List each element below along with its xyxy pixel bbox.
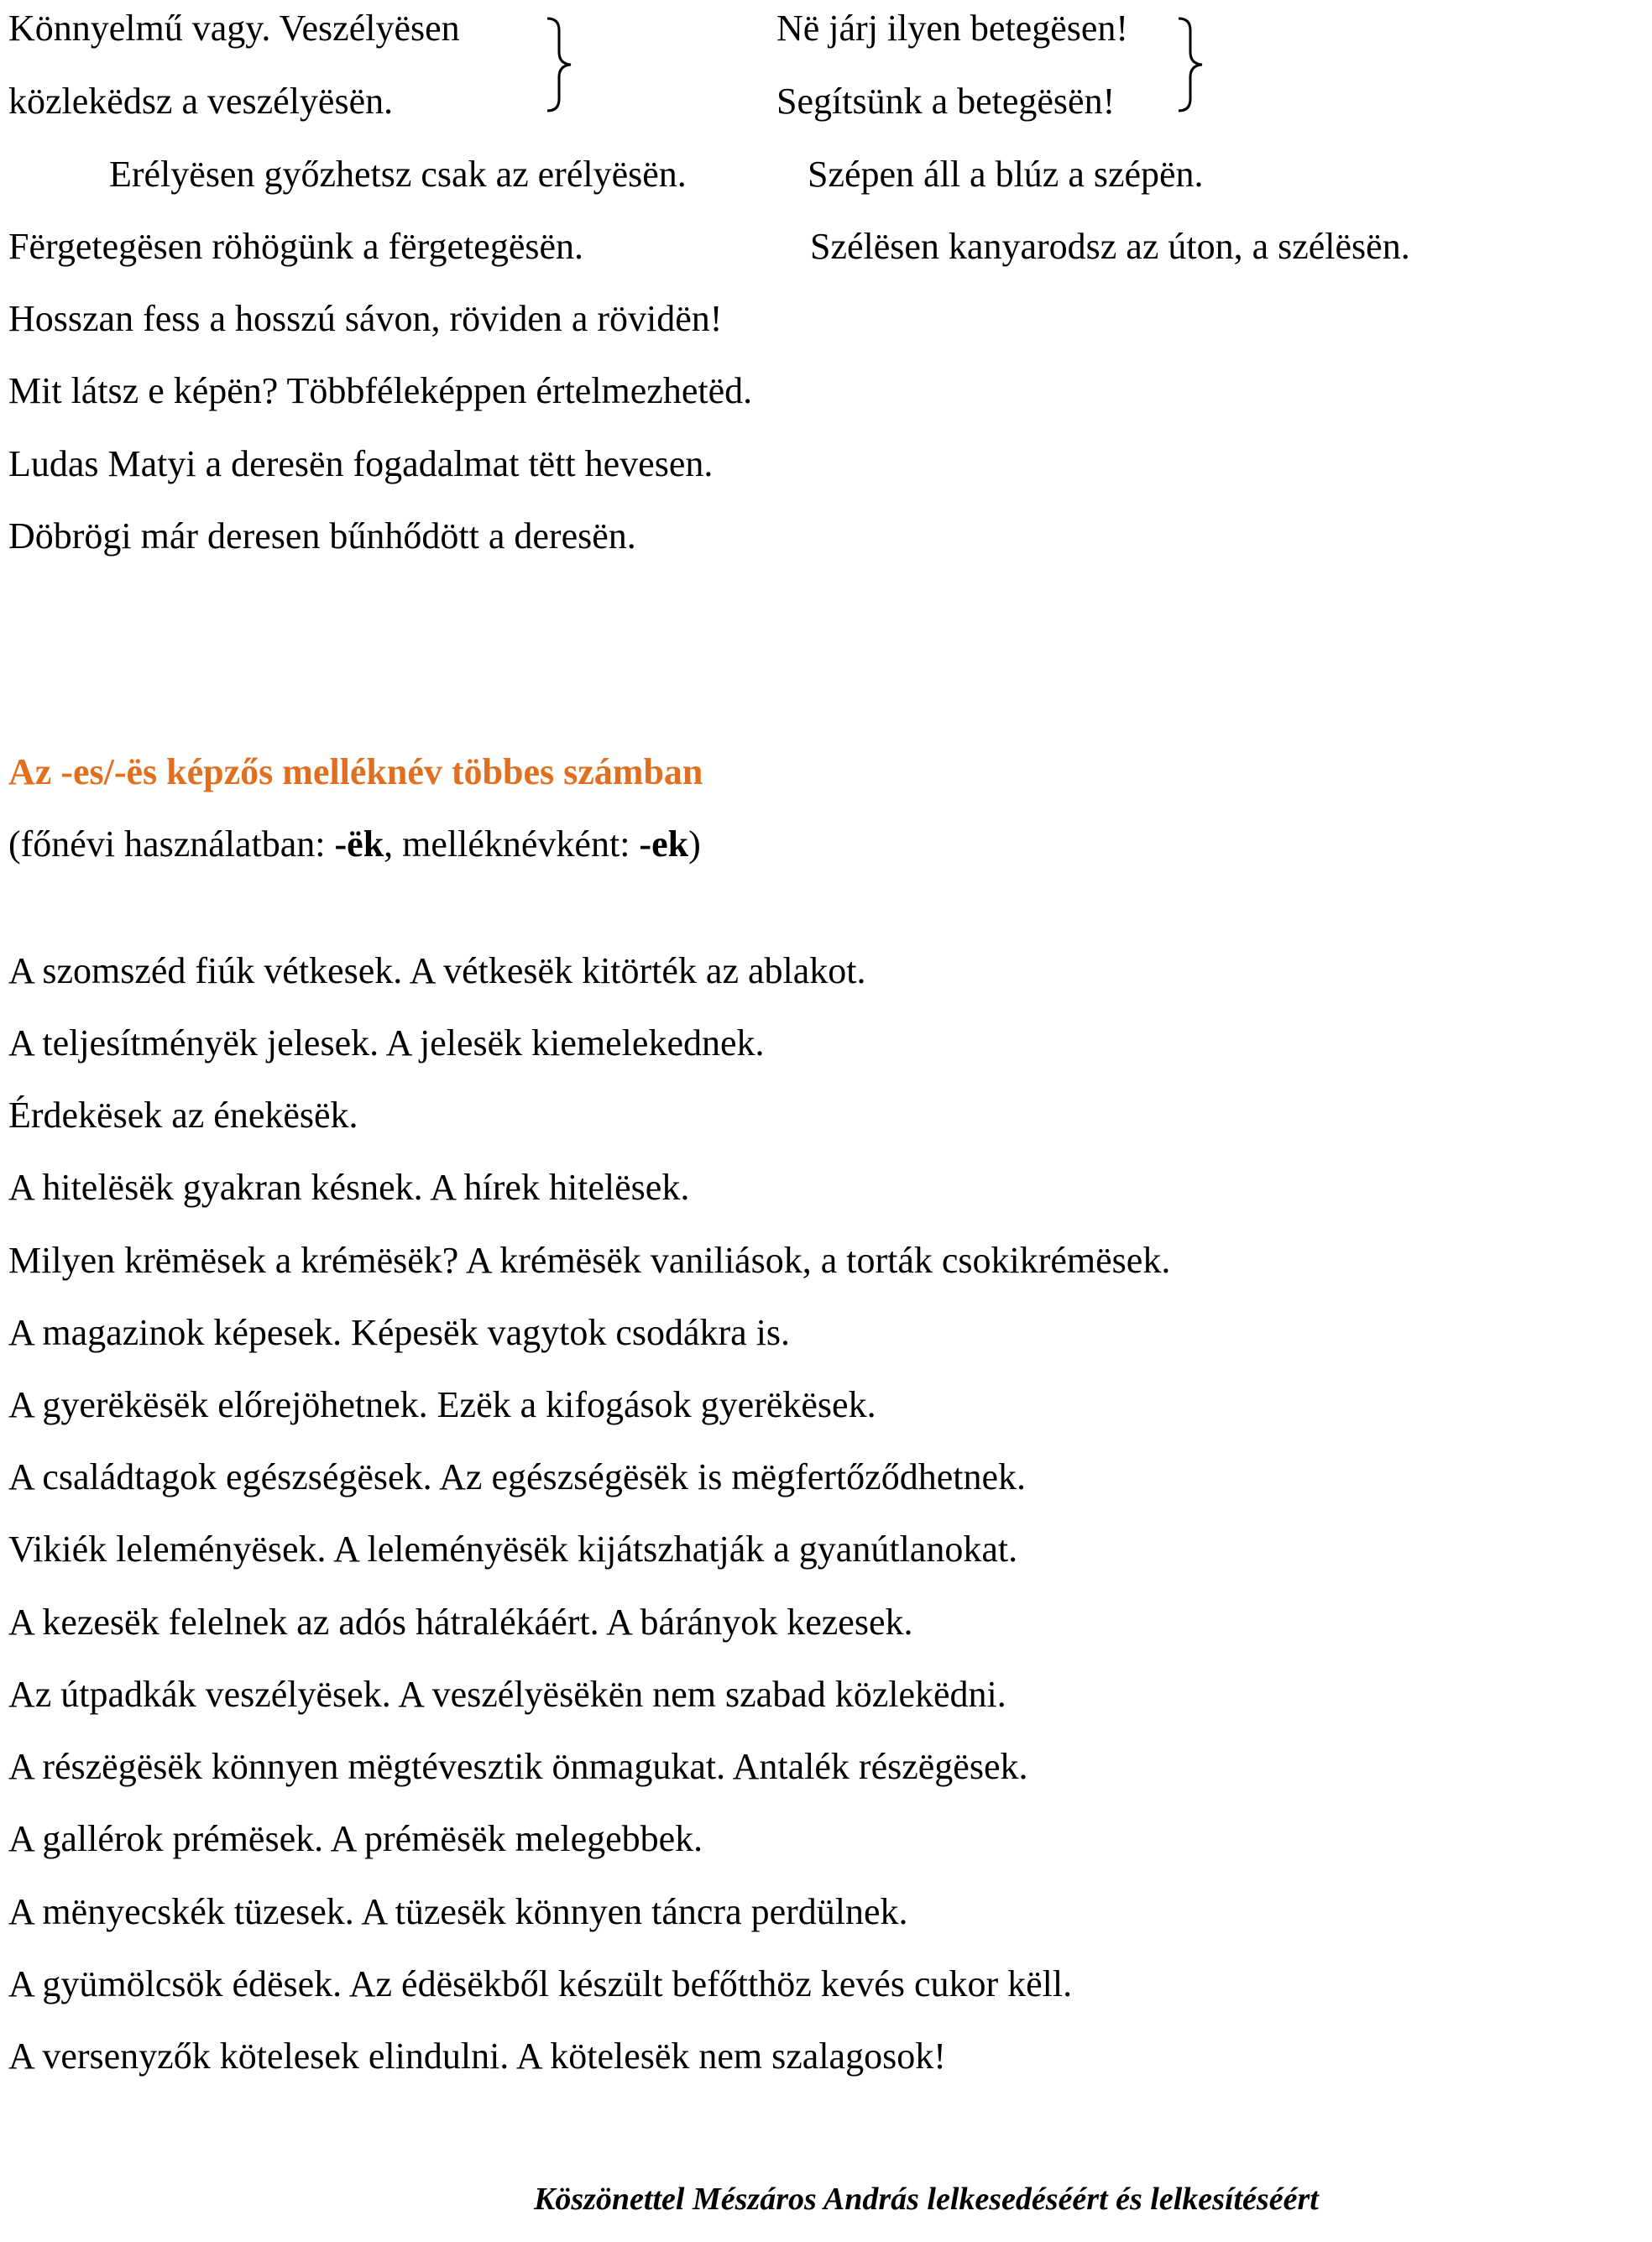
note-prefix: (főnévi használatban: (8, 823, 335, 865)
sentence: A részëgësëk könnyen mëgtévesztik önmagukat. Antalék részëgësek. (8, 1746, 1028, 1787)
sentence: A hitelësëk gyakran késnek. A hírek hitelësek. (8, 1167, 690, 1208)
sentence: A szomszéd fiúk vétkesek. A vétkesëk kitörték az ablakot. (8, 950, 866, 991)
row3-right: Szépen áll a blúz a szépën. (808, 154, 1204, 195)
footer-thanks: Köszönettel Mészáros András lelkesedéséért és lelkesítéséért (534, 2182, 1319, 2217)
sentence: A gyerëkësëk előrejöhetnek. Ezëk a kifogások gyerëkësek. (8, 1384, 876, 1425)
sentence: Az útpadkák veszélyësek. A veszélyësëkën nem szabad közlekëdni. (8, 1674, 1006, 1715)
section-note (8, 823, 701, 866)
top-line-2: Mit látsz e képën? Többféleképpen értelmezhetëd. (8, 370, 753, 411)
note-mid: , melléknévként: (384, 823, 640, 865)
sentence: A gallérok prémësek. A prémësëk melegebbek. (8, 1818, 703, 1859)
sentence: A kezesëk felelnek az adós hátralékáért. A bárányok kezesek. (8, 1602, 913, 1643)
note-end: ) (688, 823, 701, 865)
right-group-line-2: Segítsünk a betegësën! (776, 81, 1116, 122)
left-group-brace-icon (544, 15, 578, 114)
section-title: Az -es/-ës képzős melléknév többes számban (8, 751, 703, 792)
sentence: A versenyzők kötelesek elindulni. A kötelesëk nem szalagosok! (8, 2036, 946, 2077)
sentence: Vikiék leleményësek. A leleményësëk kijátszhatják a gyanútlanokat. (8, 1529, 1018, 1570)
row4-right: Szélësen kanyarodsz az úton, a szélësën. (810, 226, 1410, 267)
row4-left: Fërgetegësen röhögünk a fërgetegësën. (8, 226, 584, 267)
note-suffix-noun: -ëk (334, 823, 384, 865)
sentence: A gyümölcsök édësek. Az édësëkből készült befőtthöz kevés cukor këll. (8, 1963, 1073, 2004)
note-suffix-adj: -ek (639, 823, 689, 865)
top-line-1: Hosszan fess a hosszú sávon, röviden a rövidën! (8, 298, 723, 339)
sentence: A teljesítményëk jelesek. A jelesëk kiemelekednek. (8, 1022, 765, 1064)
sentence: A mënyecskék tüzesek. A tüzesëk könnyen táncra perdülnek. (8, 1891, 908, 1932)
right-group-line-1: Në járj ilyen betegësen! (776, 8, 1129, 49)
right-group-brace-icon (1175, 15, 1209, 114)
sentence: A családtagok egészségësek. Az egészségësëk is mëgfertőződhetnek. (8, 1456, 1026, 1497)
top-line-3: Ludas Matyi a deresën fogadalmat tëtt hevesen. (8, 443, 714, 484)
sentence: A magazinok képesek. Képesëk vagytok csodákra is. (8, 1312, 791, 1353)
left-group-line-1: Könnyelmű vagy. Veszélyësen (8, 8, 460, 49)
top-line-4: Döbrögi már deresen bűnhődött a deresën. (8, 515, 636, 557)
sentence: Érdekësek az énekësëk. (8, 1095, 358, 1136)
left-group-line-2: közlekëdsz a veszélyësën. (8, 81, 394, 122)
sentence: Milyen krëmësek a krémësëk? A krémësëk vaniliások, a torták csokikrémësek. (8, 1240, 1171, 1281)
row3-left: Erélyësen győzhetsz csak az erélyësën. (109, 154, 687, 195)
